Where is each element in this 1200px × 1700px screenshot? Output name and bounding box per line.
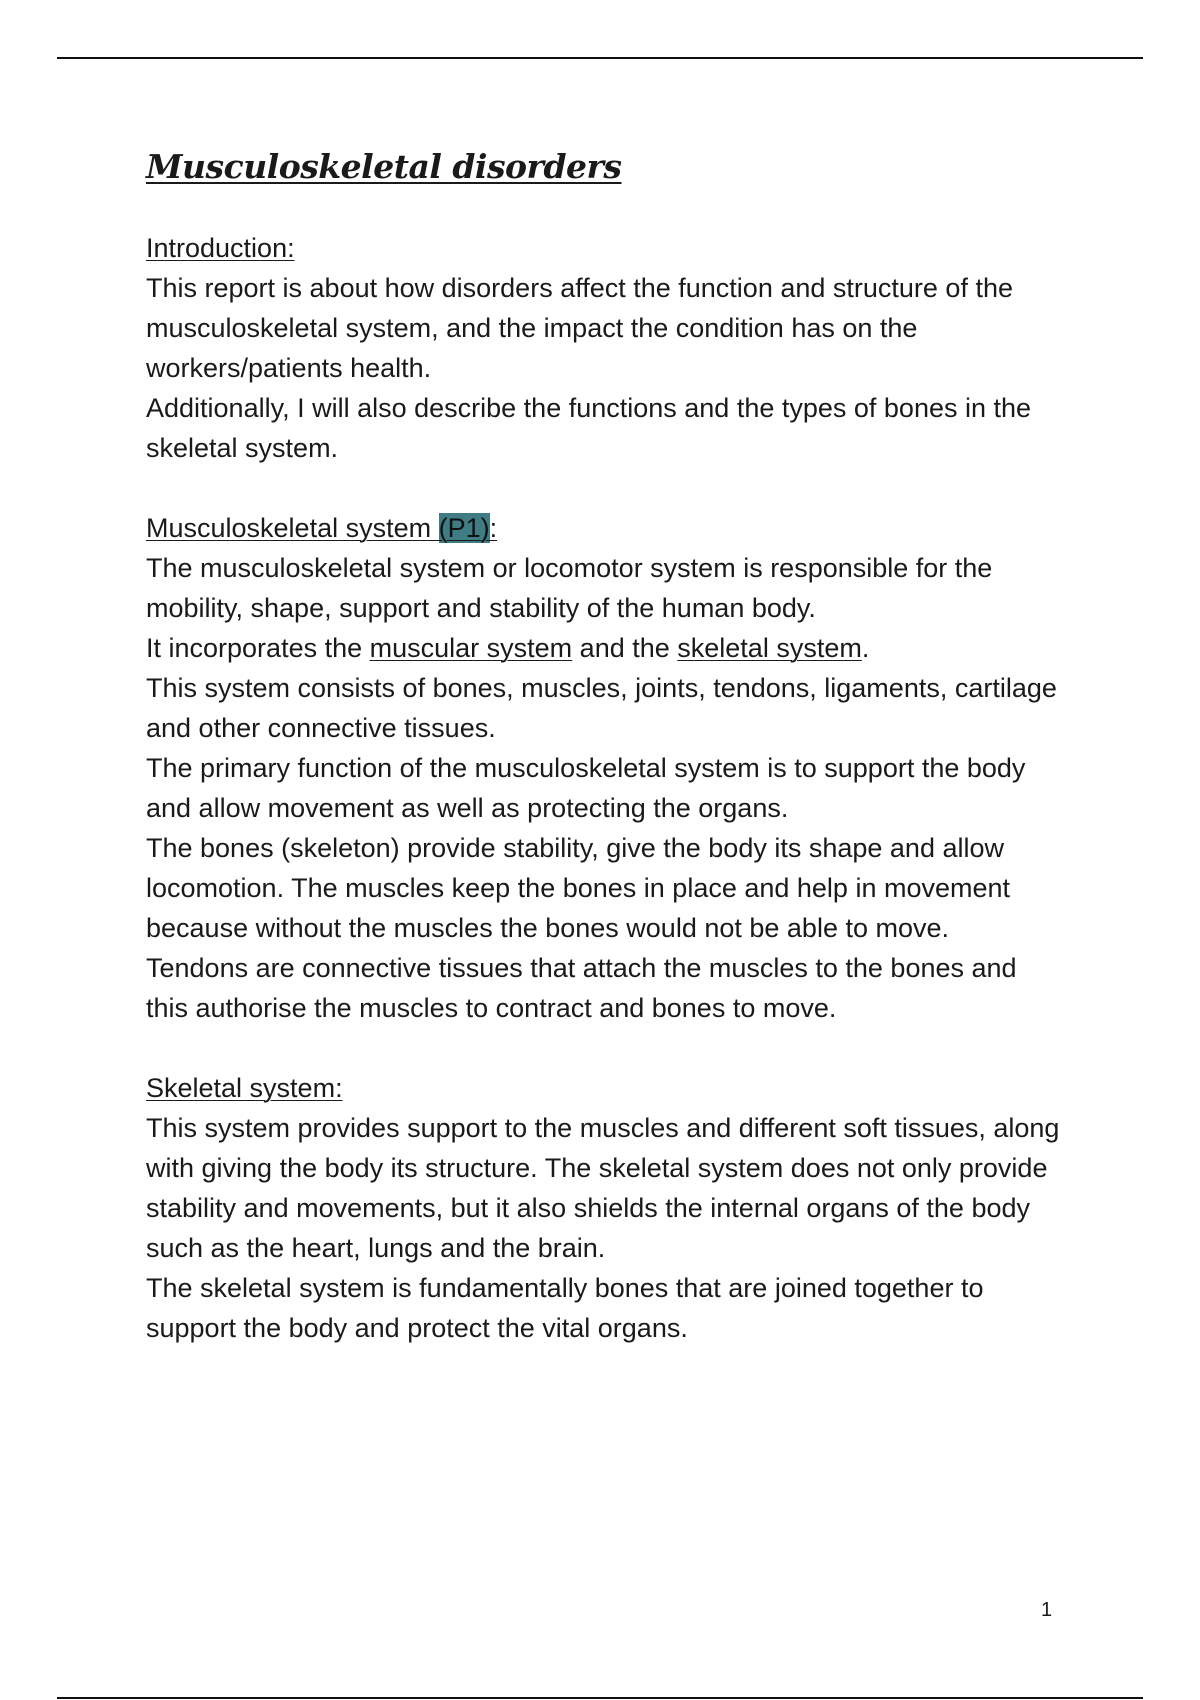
paragraph-2-mid: and the bbox=[572, 633, 678, 663]
document-title: Musculoskeletal disorders bbox=[146, 147, 622, 186]
musculoskeletal-system-heading bbox=[146, 508, 1066, 548]
musculoskeletal-paragraph-4: The primary function of the musculoskeletal system is to support the body and allow movement as well as protecting the organs. bbox=[146, 753, 1026, 823]
musculoskeletal-paragraph-3: This system consists of bones, muscles, joints, tendons, ligaments, cartilage and other connective tissues. bbox=[146, 673, 1057, 743]
skeletal-system-link[interactable]: skeletal system bbox=[677, 633, 862, 663]
top-border-line bbox=[57, 57, 1143, 59]
musculoskeletal-paragraph-1: The musculoskeletal system or locomotor system is responsible for the mobility, shape, support and stability of the human body. bbox=[146, 553, 993, 623]
page-number: 1 bbox=[1041, 1599, 1053, 1621]
musculoskeletal-heading-text: Musculoskeletal system bbox=[146, 513, 439, 543]
musculoskeletal-heading-colon: : bbox=[489, 513, 498, 543]
introduction-heading: Introduction: bbox=[146, 233, 295, 263]
skeletal-paragraph-1: This system provides support to the muscles and different soft tissues, along with giving the body its structure. The skeletal system does not only provide stability and movements, but it also shields the internal organs of the body such as the heart, lungs and the brain. bbox=[146, 1113, 1060, 1263]
musculoskeletal-paragraph-2 bbox=[146, 628, 1066, 668]
bottom-border-line bbox=[57, 1697, 1143, 1699]
paragraph-2-start: It incorporates the bbox=[146, 633, 370, 663]
introduction-paragraph-1: This report is about how disorders affect the function and structure of the musculoskeletal system, and the impact the condition has on the workers/patients health. bbox=[146, 273, 1013, 383]
p1-highlight-tag: (P1) bbox=[438, 513, 490, 543]
muscular-system-link[interactable]: muscular system bbox=[369, 633, 573, 663]
document-body bbox=[146, 145, 1066, 1348]
paragraph-2-end: . bbox=[861, 633, 870, 663]
musculoskeletal-paragraph-6: Tendons are connective tissues that attach the muscles to the bones and this authorise the muscles to contract and bones to move. bbox=[146, 953, 1017, 1023]
introduction-paragraph-2: Additionally, I will also describe the functions and the types of bones in the skeletal system. bbox=[146, 393, 1032, 463]
skeletal-system-heading: Skeletal system: bbox=[146, 1073, 343, 1103]
skeletal-paragraph-2: The skeletal system is fundamentally bones that are joined together to support the body and protect the vital organs. bbox=[146, 1273, 984, 1343]
musculoskeletal-paragraph-5: The bones (skeleton) provide stability, give the body its shape and allow locomotion. The muscles keep the bones in place and help in movement because without the muscles the bones would not be able to move. bbox=[146, 833, 1011, 943]
